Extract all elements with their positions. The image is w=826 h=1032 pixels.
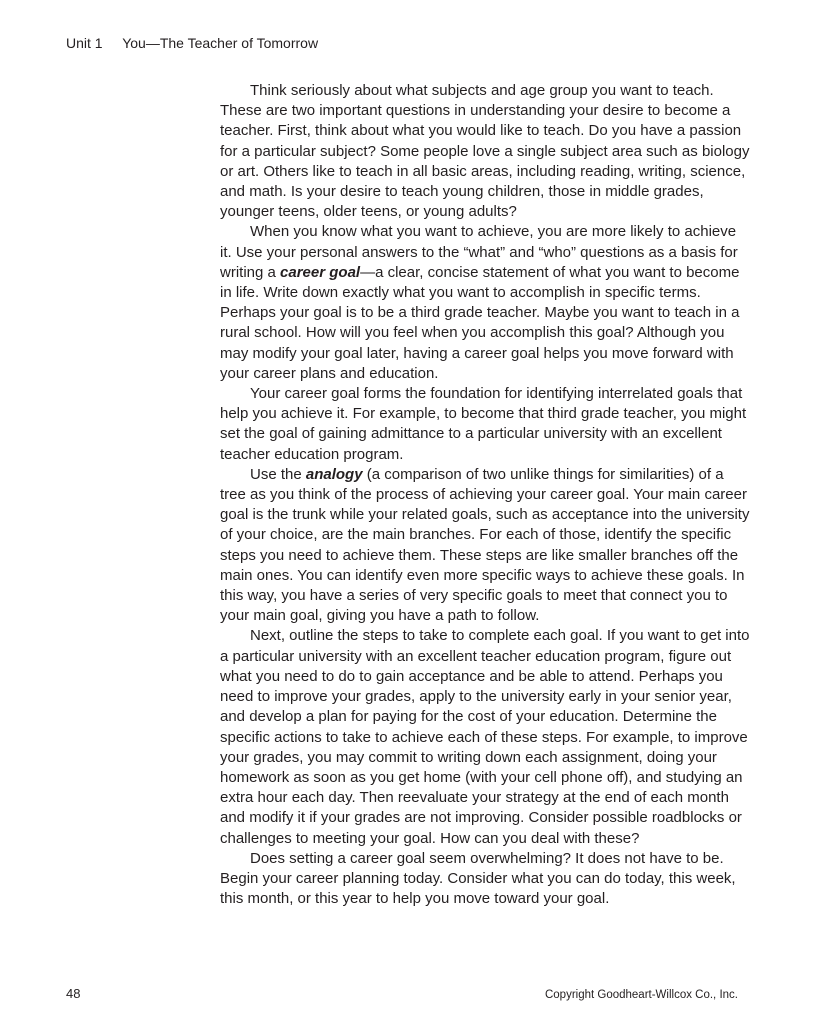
paragraph-outline-steps [220,626,750,848]
copyright-notice: Copyright Goodheart-Willcox Co., Inc. [544,989,738,1001]
paragraph-career-goal [220,222,750,384]
paragraph-text-before: Use the [250,465,306,483]
paragraph-text: Next, outline the steps to take to complete each goal. If you want to get into a particular university with an excellent teacher education program, figure out what you need to do to gain acceptance and be able to attend. Perhaps you need to improve your grades, apply to the university early in your senior year, and develop a plan for paying for the cost of your education. Determine the specific actions to take to achieve each of these steps. For example, to improve your grades, you may commit to writing down each assignment, doing your homework as soon as you get home (with your cell phone off), and studying an extra hour each day. Then reevaluate your strategy at the end of each month and modify it if your grades are not improving. Consider possible roadblocks or challenges to meeting your goal. How can you deal with these? [220,627,750,847]
paragraph-subjects [220,81,750,222]
paragraph-text-before: When you know what you want to achieve, you are more likely to achieve it. Use your personal answers to the “what” and “who” questions as a basis for writing a [220,223,738,281]
body-text [220,81,750,909]
paragraph-text-after: —a clear, concise statement of what you want to become in life. Write down exactly what you want to accomplish in specific terms. Perhaps your goal is to be a third grade teacher. Maybe you want to teach in a rural school. How will you feel when you accomplish this goal? Although you may modify your goal later, having a career goal helps you move forward with your career plans and education. [220,263,740,382]
page-number: 48 [66,986,81,1001]
paragraph-text-after: (a comparison of two unlike things for similarities) of a tree as you think of the process of achieving your career goal. Your main career goal is the trunk while your related goals, such as acceptance into the university of your choice, are the main branches. For each of those, identify the specific steps you need to achieve them. These steps are like smaller branches off the main ones. You can identify even more specific ways to achieve these goals. In this way, you have a series of very specific goals to meet that connect you to your main goal, giving you have a path to follow. [220,465,750,625]
paragraph-overwhelming [220,849,750,910]
unit-label: Unit 1 [66,35,103,51]
paragraph-text: Think seriously about what subjects and age group you want to teach. These are two important questions in understanding your desire to become a teacher. First, think about what you would like to teach. Do you have a passion for a particular subject? Some people love a single subject area such as biology or art. Others like to teach in all basic areas, including reading, writing, science, and math. Is your desire to teach young children, those in middle grades, younger teens, older teens, or young adults? [220,82,750,221]
running-head [66,34,318,52]
paragraph-text: Your career goal forms the foundation for identifying interrelated goals that help you achieve it. For example, to become that third grade teacher, you might set the goal of gaining admittance to a particular university with an excellent teacher education program. [220,385,747,463]
chapter-title: You—The Teacher of Tomorrow [122,35,319,51]
key-term-analogy: analogy [305,465,363,483]
paragraph-text: Does setting a career goal seem overwhelming? It does not have to be. Begin your career planning today. Consider what you can do today, this week, this month, or this year to help you move toward your goal. [220,849,736,908]
paragraph-interrelated-goals [220,384,750,465]
paragraph-analogy [220,465,750,627]
key-term-career-goal: career goal [280,263,361,281]
